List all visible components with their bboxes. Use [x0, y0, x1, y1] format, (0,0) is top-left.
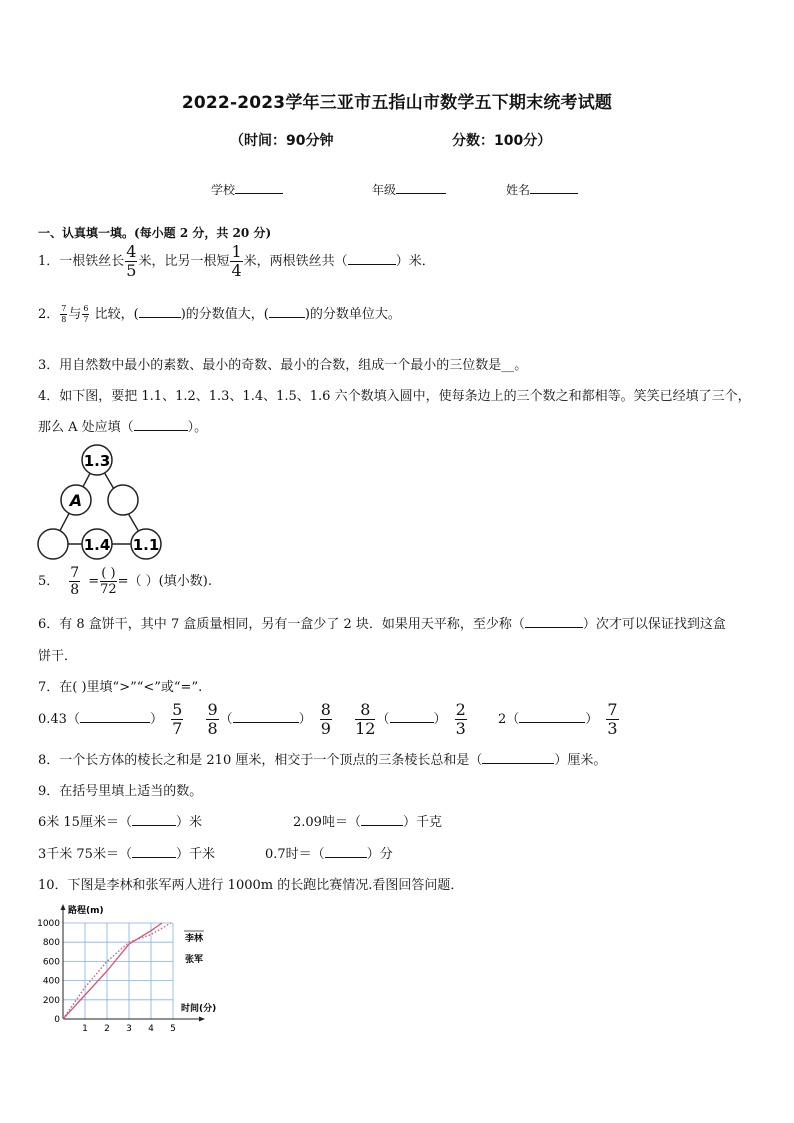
answer-blank[interactable] — [348, 252, 396, 265]
question-9d: 0.7时＝（ ）分 — [265, 847, 393, 862]
label-top: 1.3 — [83, 452, 111, 470]
question-8: 8．一个长方体的棱长之和是 210 厘米，相交于一个顶点的三条棱长总和是（ ）厘米。 — [38, 753, 607, 768]
school-label: 学校 — [211, 183, 236, 197]
y-tick-label: 600 — [42, 957, 60, 968]
label-bottom-right: 1.1 — [132, 536, 160, 554]
fraction: $\frac{1}{4}$ — [231, 242, 242, 280]
circle-right-mid — [108, 485, 138, 515]
school-field[interactable] — [211, 181, 283, 198]
fraction: $\frac{6}{7}$ — [83, 304, 89, 324]
fraction: $\frac{2}{3}$ — [455, 700, 466, 738]
question-3: 3．用自然数中最小的素数、最小的奇数、最小的合数，组成一个最小的三位数是__。 — [38, 358, 528, 373]
x-tick-label: 2 — [104, 1024, 110, 1034]
section-heading: 一、认真填一填。(每小题 2 分，共 20 分) — [38, 226, 272, 240]
question-7: 7．在( )里填“>”“<”或“=”. — [38, 680, 203, 695]
page-title: 2022-2023学年三亚市五指山市数学五下期末统考试题 — [181, 93, 613, 113]
answer-blank[interactable] — [134, 418, 188, 431]
answer-blank[interactable] — [519, 710, 585, 723]
answer-blank[interactable] — [80, 710, 150, 723]
x-tick-label: 4 — [148, 1024, 154, 1034]
answer-blank[interactable] — [525, 615, 583, 628]
answer-blank[interactable] — [325, 845, 367, 858]
answer-blank[interactable] — [233, 710, 299, 723]
name-label: 姓名 — [506, 183, 531, 197]
x-axis-arrow — [199, 1017, 205, 1022]
fraction: $\frac{8}{9}$ — [320, 700, 331, 738]
question-6-line-2: 饼干． — [38, 649, 78, 664]
exam-score: 分数：100分） — [452, 133, 552, 149]
y-tick-label: 200 — [42, 995, 60, 1006]
label-a: A — [69, 491, 83, 510]
y-axis-arrow — [61, 904, 66, 910]
fraction: $\frac{7}{8}$ — [61, 304, 67, 324]
grade-field[interactable] — [372, 181, 446, 198]
fraction: $\frac{7}{8}$ — [70, 565, 80, 598]
series-line-1 — [63, 923, 162, 1019]
fraction: $\frac{4}{5}$ — [126, 242, 137, 280]
legend-label-1: 李林 — [185, 934, 204, 944]
question-6-line-1: 6．有 8 盒饼干，其中 7 盒质量相同，另有一盒少了 2 块．如果用天平称，至少称（ ）次才可以保证找到这盒 — [38, 617, 726, 632]
series-line-2 — [63, 923, 171, 1019]
y-tick-label: 400 — [42, 976, 60, 987]
x-tick-label: 1 — [82, 1024, 88, 1034]
answer-blank[interactable] — [482, 751, 554, 764]
race-line-chart — [30, 902, 240, 1034]
y-tick-label: 1000 — [37, 919, 60, 929]
legend-label-2: 张军 — [185, 955, 204, 965]
question-9b: 2.09吨＝（ ）千克 — [293, 815, 442, 830]
triangle-diagram — [36, 443, 164, 565]
question-7-comparisons: 0.43（ ） $\frac{5}{7}$ $\frac{9}{8}$ （ ） $\frac{8}{9}$ $\frac{8}{12}$ （ ） $\frac{2}{3}$ 2（ ） $\frac{7}{3}$ — [38, 700, 618, 738]
label-bottom-mid: 1.4 — [83, 536, 111, 554]
y-axis-label: 路程(m) — [68, 906, 104, 916]
question-9a: 6米 15厘米＝（ ）米 — [38, 815, 202, 830]
answer-blank[interactable] — [361, 813, 403, 826]
question-9: 9．在括号里填上适当的数。 — [38, 784, 203, 799]
answer-blank[interactable] — [390, 710, 434, 723]
fraction: $\frac{5}{7}$ — [172, 700, 183, 738]
y-tick-label: 0 — [54, 1015, 60, 1025]
question-1: 1．一根铁丝长 $\frac{4}{5}$ 米，比另一根短 $\frac{1}{4}$ 米，两根铁丝共（ ）米． — [38, 242, 435, 280]
question-4-line-1: 4．如下图，要把 1.1、1.2、1.3、1.4、1.5、1.6 六个数填入圆中，使每条边上的三个数之和都相等。笑笑已经填了三个， — [38, 389, 751, 404]
grade-label: 年级 — [372, 183, 397, 197]
fraction: $\frac{8}{12}$ — [355, 700, 376, 738]
name-field[interactable] — [506, 181, 578, 198]
question-10: 10．下图是李林和张军两人进行 1000m 的长跑比赛情况.看图回答问题． — [38, 878, 464, 893]
question-2: 2． $\frac{7}{8}$ 与 $\frac{6}{7}$ 比较，( )的分数值大，( )的分数单位大。 — [38, 304, 401, 324]
x-tick-label: 3 — [126, 1024, 132, 1034]
y-tick-label: 800 — [42, 938, 60, 949]
fraction: $\frac{( )}{72}$ — [100, 566, 117, 597]
answer-blank[interactable] — [139, 305, 181, 318]
x-tick-label: 5 — [170, 1024, 176, 1034]
answer-blank[interactable] — [269, 305, 305, 318]
circle-bottom-left — [38, 529, 68, 559]
question-9c: 3千米 75米＝（ ）千米 — [38, 847, 215, 862]
answer-blank[interactable] — [132, 813, 176, 826]
fraction: $\frac{9}{8}$ — [207, 700, 218, 738]
question-5: 5． $\frac{7}{8}$ = $\frac{( )}{72}$ =（ ）(填小数). — [38, 565, 212, 598]
x-axis-label: 时间(分) — [181, 1004, 217, 1014]
fraction: $\frac{7}{3}$ — [607, 700, 618, 738]
exam-time: （时间：90分钟 — [230, 133, 334, 149]
answer-blank[interactable] — [132, 845, 176, 858]
question-4-line-2: 那么 A 处应填（ ）。 — [38, 420, 208, 435]
